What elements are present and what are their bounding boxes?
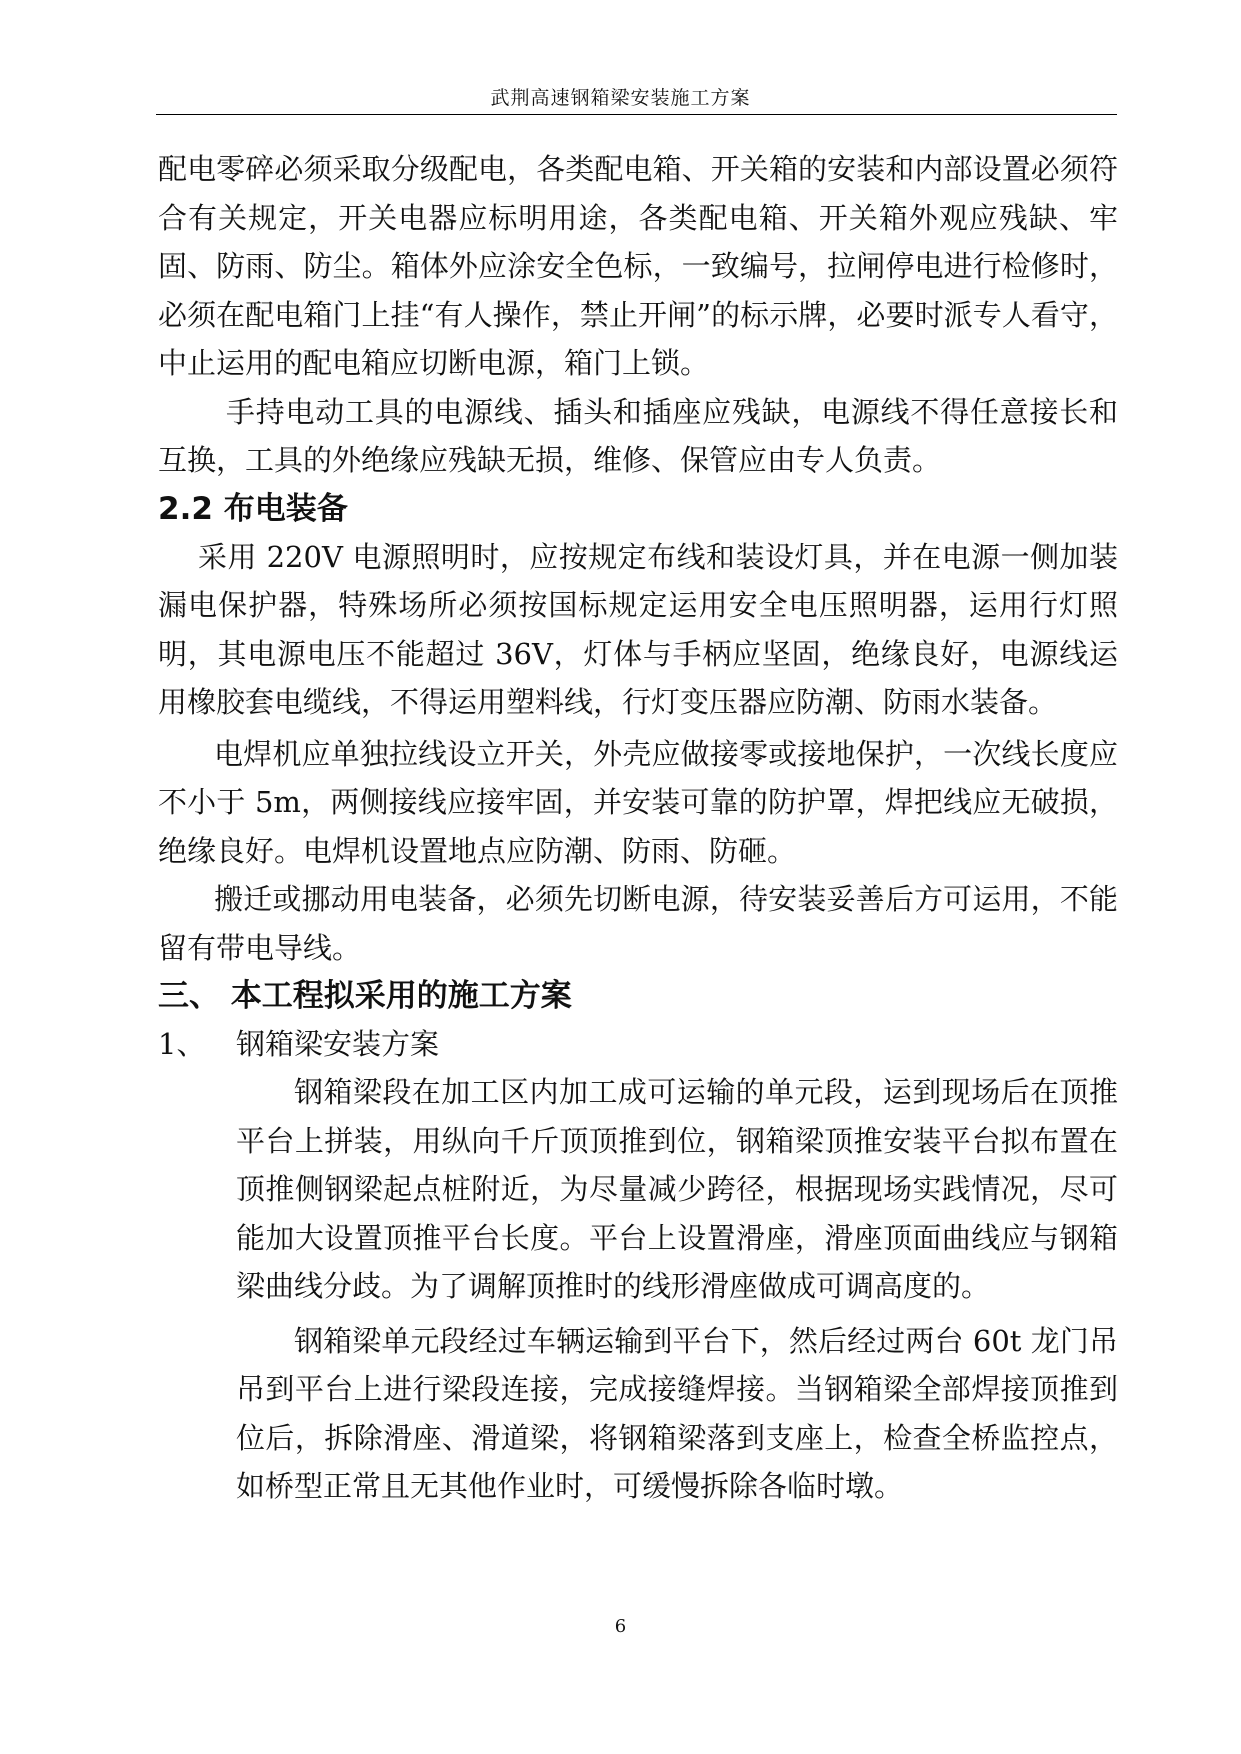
header-rule xyxy=(156,114,1117,115)
paragraph-hand-tools: 手持电动工具的电源线、插头和插座应残缺，电源线不得任意接长和互换，工具的外绝缘应残缺无损，维修、保管应由专人负责。 xyxy=(158,394,1118,477)
paragraph-relocation: 搬迁或挪动用电装备，必须先切断电源，待安装妥善后方可运用，不能留有带电导线。 xyxy=(158,882,1118,965)
paragraph-box-girder-plan: 钢箱梁段在加工区内加工成可运输的单元段，运到现场后在顶推平台上拼装，用纵向千斤顶顶推到位，钢箱梁顶推安装平台拟布置在顶推侧钢梁起点桩附近，为尽量减少跨径，根据现场实践情况，尽可能加大设置顶推平台长度。平台上设置滑座，滑座顶面曲线应与钢箱梁曲线分歧。为了调解顶推时的线形滑座做成可调高度的。 xyxy=(236,1075,1118,1303)
paragraph-distribution: 配电零碎必须采取分级配电，各类配电箱、开关箱的安装和内部设置必须符合有关规定，开关电器应标明用途，各类配电箱、开关箱外观应残缺、牢固、防雨、防尘。箱体外应涂安全色标，一致编号，拉闸停电进行检修时，必须在配电箱门上挂“有人操作，禁止开闸”的标示牌，必要时派专人看守，中止运用的配电箱应切断电源，箱门上锁。 xyxy=(158,152,1118,380)
list-item-label: 钢箱梁安装方案 xyxy=(236,1027,440,1061)
paragraph-lighting: 采用 220V 电源照明时，应按规定布线和装设灯具，并在电源一侧加装漏电保护器，特殊场所必须按国标规定运用安全电压照明器，运用行灯照明，其电源电压不能超过 36V，灯体与手柄应坚固，绝缘良好，电源线运用橡胶套电缆线，不得运用塑料线，行灯变压器应防潮、防雨水装备。 xyxy=(158,539,1118,719)
section-heading-3: 三、 本工程拟采用的施工方案 xyxy=(158,978,572,1014)
document-body xyxy=(158,145,1118,1511)
paragraph-welder: 电焊机应单独拉线设立开关，外壳应做接零或接地保护，一次线长度应不小于 5m，两侧接线应接牢固，并安装可靠的防护罩，焊把线应无破损，绝缘良好。电焊机设置地点应防潮、防雨、防砸。 xyxy=(158,736,1118,868)
page-header: 武荆高速钢箱梁安装施工方案 xyxy=(490,87,751,109)
list-item-number: 1、 xyxy=(158,1027,206,1061)
section-heading-2-2: 2.2 布电装备 xyxy=(158,490,348,527)
item-1-content xyxy=(236,1068,1118,1511)
paragraph-box-girder-transport: 钢箱梁单元段经过车辆运输到平台下，然后经过两台 60t 龙门吊吊到平台上进行梁段连接，完成接缝焊接。当钢箱梁全部焊接顶推到位后，拆除滑座、滑道梁，将钢箱梁落到支座上，检查全桥监控点，如桥型正常且无其他作业时，可缓慢拆除各临时墩。 xyxy=(236,1323,1118,1503)
list-item-1 xyxy=(158,1020,1118,1068)
page-number: 6 xyxy=(614,1616,627,1637)
